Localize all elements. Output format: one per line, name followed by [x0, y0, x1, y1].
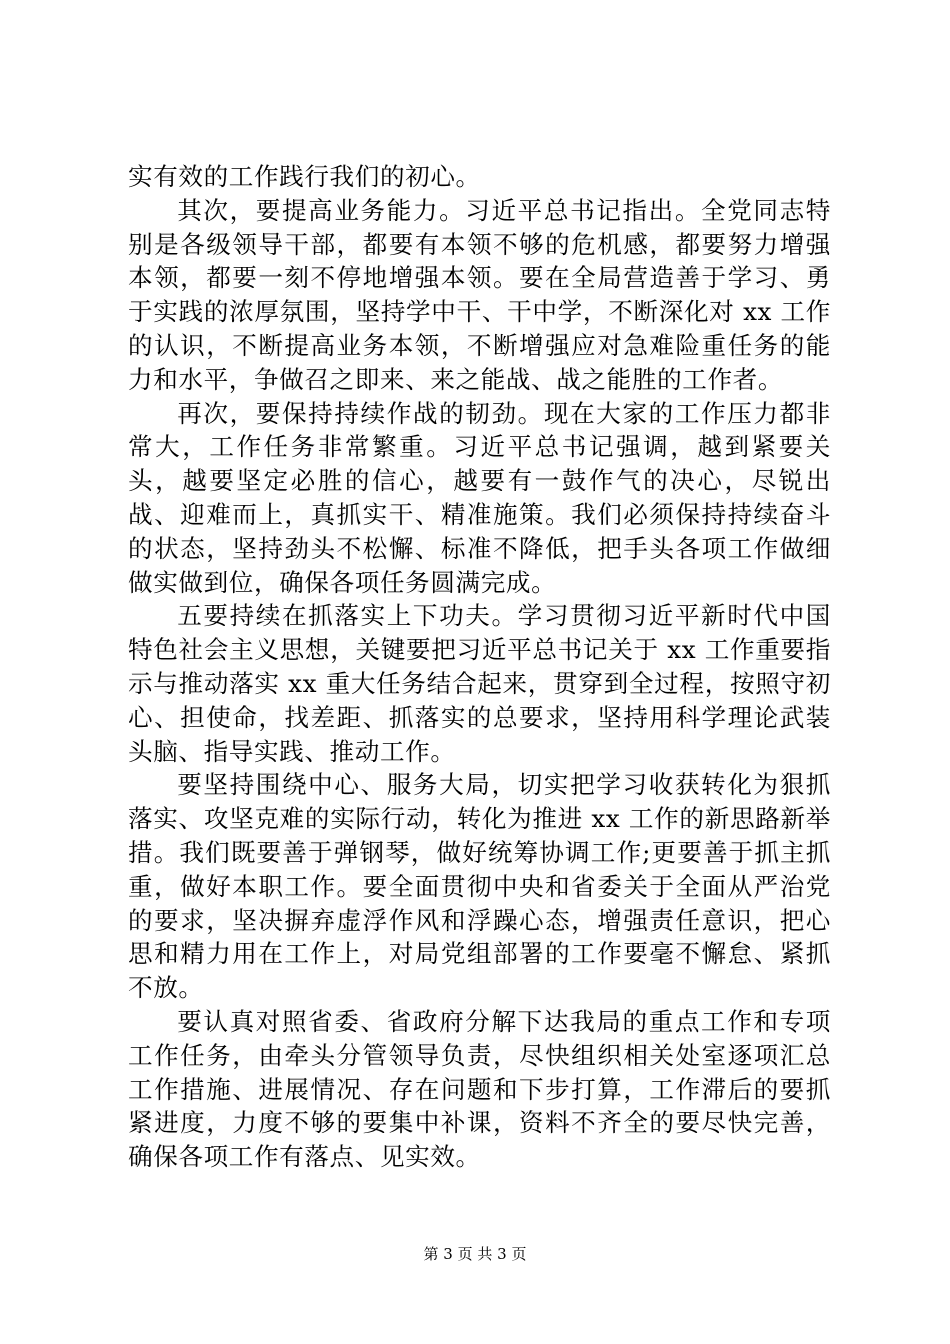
paragraph-serve-overall: 要坚持围绕中心、服务大局，切实把学习收获转化为狠抓落实、攻坚克难的实际行动，转化为推进 xx 工作的新思路新举措。我们既要善于弹钢琴，做好统筹协调工作;更要善于抓主抓重，做好本职工作。要全面贯彻中央和省委关于全面从严治党的要求，坚决摒弃虚浮作风和浮躁心态，增强责任意识，把心思和精力用在工作上，对局党组部署的工作要毫不懈怠、紧抓不放。: [128, 770, 831, 1003]
page-number-footer: 第 3 页 共 3 页: [423, 1245, 527, 1263]
paragraph-persistence: 再次，要保持持续作战的韧劲。现在大家的工作压力都非常大，工作任务非常繁重。习近平总书记强调，越到紧要关头，越要坚定必胜的信心，越要有一鼓作气的决心，尽锐出战、迎难而上，真抓实干、精准施策。我们必须保持持续奋斗的状态，坚持劲头不松懈、标准不降低，把手头各项工作做细做实做到位，确保各项任务圆满完成。: [128, 398, 831, 597]
paragraph-implementation: 五要持续在抓落实上下功夫。学习贯彻习近平新时代中国特色社会主义思想，关键要把习近平总书记关于 xx 工作重要指示与推动落实 xx 重大任务结合起来，贯穿到全过程，按照守初心、担使命，找差距、抓落实的总要求，坚持用科学理论武装头脑、指导实践、推动工作。: [128, 601, 831, 766]
document-body: [128, 160, 831, 1174]
paragraph-business-ability: 其次，要提高业务能力。习近平总书记指出。全党同志特别是各级领导干部，都要有本领不够的危机感，都要努力增强本领，都要一刻不停地增强本领。要在全局营造善于学习、勇于实践的浓厚氛围，坚持学中干、干中学，不断深化对 xx 工作的认识，不断提高业务本领，不断增强应对急难险重任务的能力和水平，争做召之即来、来之能战、战之能胜的工作者。: [128, 195, 831, 394]
paragraph-key-tasks: 要认真对照省委、省政府分解下达我局的重点工作和专项工作任务，由牵头分管领导负责，尽快组织相关处室逐项汇总工作措施、进展情况、存在问题和下步打算，工作滞后的要抓紧进度，力度不够的要集中补课，资料不齐全的要尽快完善，确保各项工作有落点、见实效。: [128, 1006, 831, 1172]
paragraph-continuation: 实有效的工作践行我们的初心。: [128, 162, 481, 191]
